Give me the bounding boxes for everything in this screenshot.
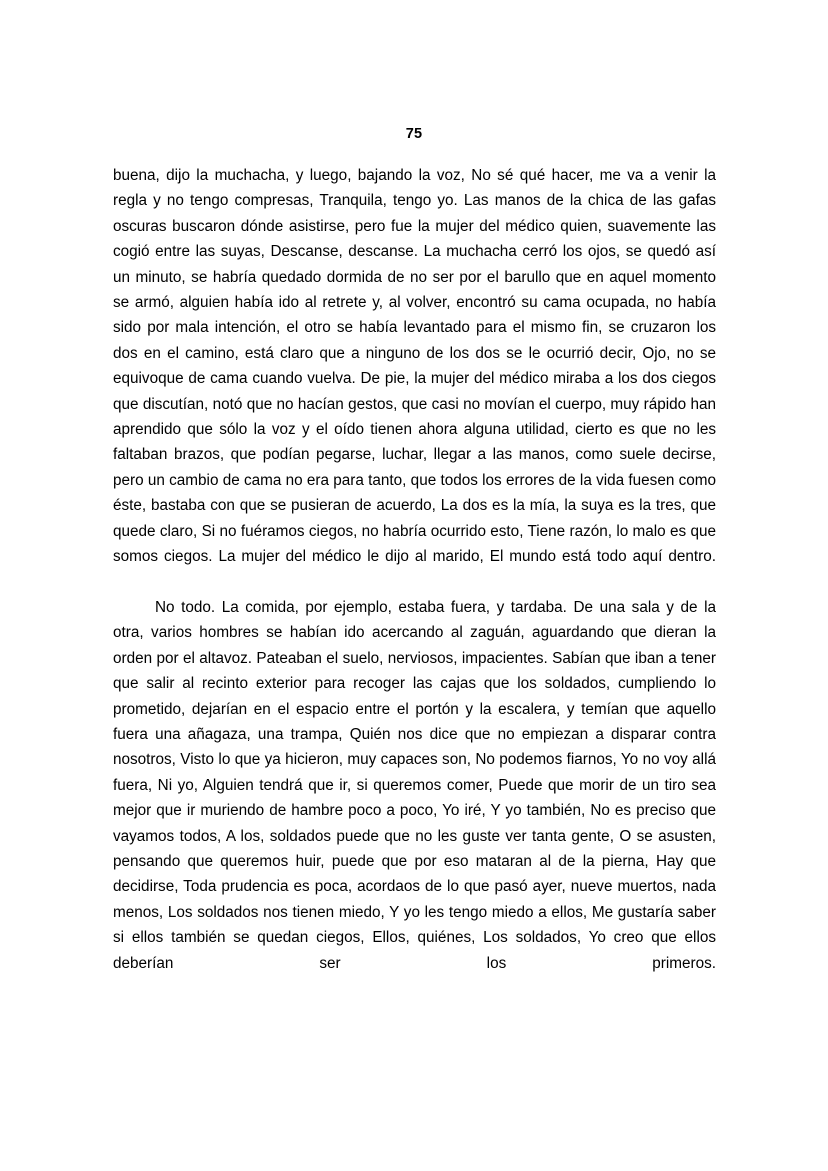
- paragraph: buena, dijo la muchacha, y luego, bajando la voz, No sé qué hacer, me va a venir la regla y no tengo compresas, Tranquila, tengo yo. Las manos de la chica de las gafas oscuras buscaron dónde asistirse, pero fue la mujer del médico quien, suavemente las cogió entre las suyas, Descanse, descanse. La muchacha cerró los ojos, se quedó así un minuto, se habría quedado dormida de no ser por el barullo que en aquel momento se armó, alguien había ido al retrete y, al volver, encontró su cama ocupada, no había sido por mala intención, el otro se había levantado para el mismo fin, se cruzaron los dos en el camino, está claro que a ninguno de los dos se le ocurrió decir, Ojo, no se equivoque de cama cuando vuelva. De pie, la mujer del médico miraba a los dos ciegos que discutían, notó que no hacían gestos, que casi no movían el cuerpo, muy rápido han aprendido que sólo la voz y el oído tienen ahora alguna utilidad, cierto es que no les faltaban brazos, que podían pegarse, luchar, llegar a las manos, como suele decirse, pero un cambio de cama no era para tanto, que todos los errores de la vida fuesen como éste, bastaba con que se pusieran de acuerdo, La dos es la mía, la suya es la tres, que quede claro, Si no fuéramos ciegos, no habría ocurrido esto, Tiene razón, lo malo es que somos ciegos. La mujer del médico le dijo al marido, El mundo está todo aquí dentro.: [113, 167, 716, 566]
- paragraph: No todo. La comida, por ejemplo, estaba fuera, y tardaba. De una sala y de la otra, varios hombres se habían ido acercando al zaguán, aguardando que dieran la orden por el altavoz. Pateaban el suelo, nerviosos, impacientes. Sabían que iban a tener que salir al recinto exterior para recoger las cajas que los soldados, cumpliendo lo prometido, dejarían en el espacio entre el portón y la escalera, y temían que aquello fuera una añagaza, una trampa, Quién nos dice que no empiezan a disparar contra nosotros, Visto lo que ya hicieron, muy capaces son, No podemos fiarnos, Yo no voy allá fuera, Ni yo, Alguien tendrá que ir, si queremos comer, Puede que morir de un tiro sea mejor que ir muriendo de hambre poco a poco, Yo iré, Y yo también, No es preciso que vayamos todos, A los, soldados puede que no les guste ver tanta gente, O se asusten, pensando que queremos huir, puede que por eso mataran al de la pierna, Hay que decidirse, Toda prudencia es poca, acordaos de lo que pasó ayer, nueve muertos, nada menos, Los soldados nos tienen miedo, Y yo les tengo miedo a ellos, Me gustaría saber si ellos también se quedan ciegos, Ellos, quiénes, Los soldados, Yo creo que ellos deberían ser los primeros.: [113, 598, 716, 972]
- page-number: 75: [405, 126, 423, 142]
- page-body-text: [113, 163, 716, 1001]
